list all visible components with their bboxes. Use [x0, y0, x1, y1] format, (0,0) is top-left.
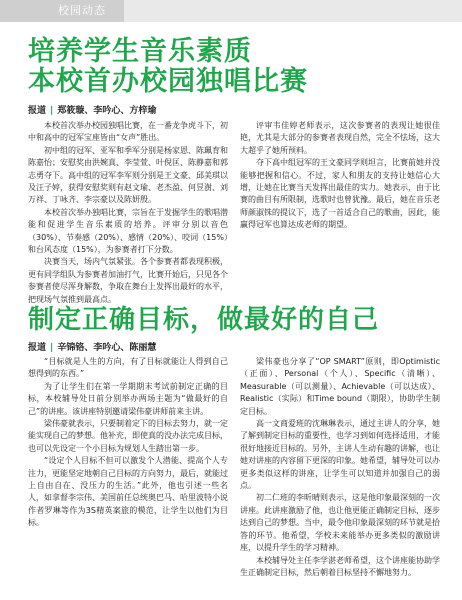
- article2-paragraph: 高一文商爱班的沈琳琳表示，通过主讲人的分享，她了解到制定目标的重要性，也学习到如何选择适用，才能很好地接近目标的。另外，主讲人生动有趣的讲解，也让她对讲座的内容留下更深的印象。她希望，辅导处可以办更多类似这样的讲座，让学生可以知道并加强自己的弱点。: [240, 419, 440, 491]
- byline-separator: |: [50, 106, 54, 116]
- article1-byline: [28, 103, 156, 116]
- byline-label: 报道: [28, 343, 47, 353]
- article2-title: 制定正确目标，做最好的自己: [28, 305, 380, 335]
- byline-authors: 辛锦铬、李吟心、陈丽慧: [57, 343, 157, 353]
- article1-column-right: [240, 120, 440, 296]
- byline-label: 报道: [28, 106, 47, 116]
- article1-column-left: [28, 120, 228, 304]
- article1-title-line2: 本校首办校园独唱比赛: [28, 66, 308, 97]
- article1-paragraph: 夺下高中组冠军的王文豪同学则坦言，比赛前她并没能够把握和信心。不过，家人和朋友的支持让她信心大增，让她在比赛当天发挥出最佳的实力。她表示，由于比赛的曲目有所限制，选歌时也曾犹豫。最后，她在音乐老师颜淑铢的提议下，选了一首适合自己的歌曲，因此，能赢得冠军也算达成老师的期望。: [240, 158, 440, 230]
- article2-paragraph: 本校辅导处主任李学湛老师希望，这个讲座能协助学生正确制定目标，然后朝着目标坚持不懈地努力。: [240, 555, 440, 577]
- article2-paragraph: “设定个人目标不但可以激发个人潜能、提高个人专注力，更能坚定地朝自己目标的方向努力，最后，就能过上自由自在、没压力的生活。”此外，他也引述一些名人，如拿督李宗伟、美国前任总统奥巴马、哈里波特小说作者罗琳等作为3S精英案旅的模范，让学生以他们为目标。: [28, 456, 228, 528]
- article1-paragraph: 本校首次举办独唱比赛，宗旨在于发掘学生的歌唱潜能和促进学生音乐素质的培养。评审分别以音色（30%）、节奏感（20%）、感情（20%）、咬词（15%）和台风态度（15%），为参赛者打下分数。: [28, 207, 228, 255]
- article2-paragraph: 梁伟豪就表示，只要制着定下的目标去努力，就一定能实现自己的梦想。他补充，即使真的没办法完成目标，也可以先设定一个小目标为规划人生踏出第一步。: [28, 419, 228, 453]
- article2-paragraph: 梁伟豪也分享了“OP SMART”原则，即Optimistic（正面）、Personal（个人）、Specific（清晰）、Measurable（可以测量）、Achievable（可以达成）、Realistic（实际）和Time bound（期限），协助学生制定目标。: [240, 357, 440, 416]
- byline-separator: |: [50, 343, 54, 353]
- article1-paragraph: 决赛当天，场内气氛紧张。各个参赛者都表现积极，更有同学组队为参赛者加油打气，比赛开始后，只见各个参赛者使尽浑身解数，争取在舞台上发挥出最好的水平，把现场气氛推到最高点。: [28, 257, 228, 304]
- article2-column-right: [240, 356, 440, 596]
- article2-paragraph: “目标就是人生的方向，有了目标就能让人得到自己想得到的东西。”: [28, 357, 228, 379]
- article1-paragraph: 初中组的冠军、亚军和季军分别是杨家恩、陈珮育和陈嘉怡；安慰奖由洪婉真、李莹萱、叶倪匡、陈静嘉和郭志勇夺下。高中组的冠军李军则分别是王文豪、邱美琪以及汪子婷，获得安慰奖则有赵文瑜、老杰盈、何昱澍、刘万祥、丁咏齐、李宗豪以及陈妍殷。: [28, 145, 228, 205]
- article1-title-line1: 培养学生音乐素质: [28, 36, 252, 67]
- article2-paragraph: 为了让学生们在第一学期期末考试前制定正确的目标，本校辅导处日前分别举办两场主题为“做最好的自己”的讲座。该讲座特别邀请梁伟豪讲师前来主讲。: [28, 381, 228, 416]
- byline-authors: 郑筱璇、李吟心、方梓瑜: [57, 106, 157, 116]
- article2-byline: [28, 340, 156, 353]
- article1-paragraph: 评审韦佳婷老师表示，这次参赛者的表现让她很佳艳，尤其是大部分的参赛者表现自然，完全不怯场，这大大超乎了她所预料。: [240, 121, 440, 155]
- article2-column-left: [28, 356, 228, 596]
- article2-paragraph: 初二仁班的李昕晴则表示，这是他印象最深刻的一次讲座。此讲座激励了他，也让他更能正确制定目标，逐步达到自己的梦想。当中，最令他印象最深刻的环节就是拾答的环节。他希望，学校未来能举办更多类似的激励讲座，以提升学生的学习精神。: [240, 493, 440, 553]
- article1-paragraph: 本校首次举办校园独唱比赛，在一番龙争虎斗下，初中和高中的冠军宝座皆由“女声”胜出。: [28, 121, 228, 143]
- section-label: 校园动态: [0, 0, 124, 22]
